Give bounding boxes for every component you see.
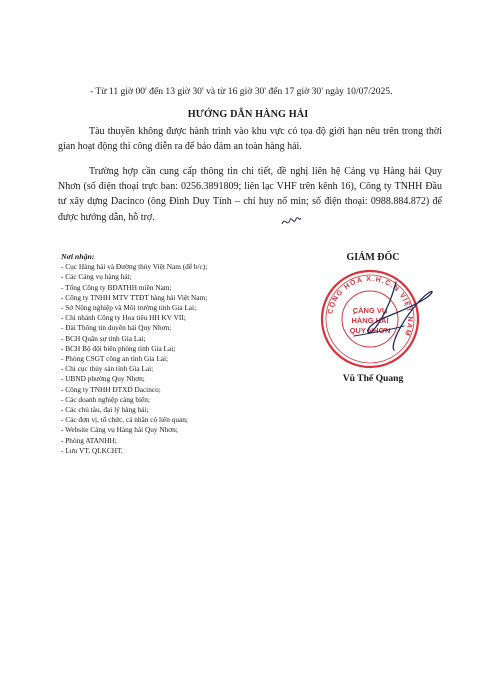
recipient-item: - Cục Hàng hải và Đường thủy Việt Nam (để b/c); bbox=[61, 262, 208, 272]
paragraph-navigation-restriction: Tàu thuyền không được hành trình vào khu vực có tọa độ giới hạn nêu trên trong thời gian hoạt động thi công diễn ra để bảo đảm an toàn hàng hải. bbox=[58, 126, 442, 153]
initial-mark-icon bbox=[280, 212, 302, 230]
paragraph-contact-info: Trường hợp cần cung cấp thông tin chi tiết, đề nghị liên hệ Cảng vụ Hàng hải Quy Nhơn (số điện thoại trực ban: 0256.3891809; liên lạc VHF trên kênh 16), Công ty TNHH Đầu tư xây dựng Dacinco (ông Đinh Duy Tính – chỉ huy nổ mìn; số điện thoại: 0988.884.872) để được hướng dẫn, hỗ trợ. bbox=[58, 166, 442, 223]
seal-ring-text: CỘNG HÒA X.H.C.N VIỆT NAM bbox=[327, 275, 414, 338]
schedule-line: - Từ 11 giờ 00' đến 13 giờ 30' và từ 16 giờ 30' đến 17 giờ 30' ngày 10/07/2025. bbox=[90, 86, 393, 97]
seal-center-line: CẢNG VỤ bbox=[352, 306, 388, 315]
recipient-item: - UBND phường Quy Nhơn; bbox=[61, 374, 145, 384]
seal-center-line: QUY NHƠN bbox=[349, 326, 391, 335]
recipient-item: - Phòng CSGT công an tỉnh Gia Lai; bbox=[61, 354, 169, 364]
section-heading: HƯỚNG DẪN HÀNG HẢI bbox=[187, 109, 309, 120]
recipient-item: - Công ty TNHH ĐTXD Dacinco; bbox=[61, 384, 161, 394]
recipient-item: - BCH Bộ đội biên phòng tỉnh Gia Lai; bbox=[61, 343, 176, 353]
recipient-item: - Các doanh nghiệp cảng biển; bbox=[61, 394, 150, 404]
director-title: GIÁM ĐỐC bbox=[346, 252, 400, 263]
recipient-item: - Website Cảng vụ Hàng hải Quy Nhơn; bbox=[61, 425, 178, 435]
recipient-item: - Lưu VT, QLKCHT. bbox=[61, 445, 123, 455]
recipient-item: - Tổng Công ty BĐATHH miền Nam; bbox=[61, 282, 172, 292]
recipient-item: - Công ty TNHH MTV TTĐT hàng hải Việt Nam; bbox=[61, 292, 208, 302]
signer-name: Vũ Thế Quang bbox=[342, 373, 404, 384]
recipients-block bbox=[61, 252, 311, 456]
recipients-title: Nơi nhận: bbox=[61, 252, 95, 261]
recipient-item: - Phòng ATANHH; bbox=[61, 435, 117, 445]
handwritten-signature-icon bbox=[334, 276, 444, 366]
recipient-item: - Đài Thông tin duyên hải Quy Nhơn; bbox=[61, 323, 172, 333]
recipient-item: - BCH Quân sự tỉnh Gia Lai; bbox=[61, 333, 146, 343]
recipient-item: - Các Cảng vụ hàng hải; bbox=[61, 272, 132, 282]
seal-center-line: HÀNG HẢI bbox=[351, 316, 389, 325]
recipient-item: - Sở Nông nghiệp và Môi trường tỉnh Gia Lai; bbox=[61, 303, 197, 313]
recipient-item: - Chi nhánh Công ty Hoa tiêu HH KV VII; bbox=[61, 313, 186, 323]
recipients-list bbox=[61, 262, 311, 456]
recipient-item: - Chi cục thủy sản tỉnh Gia Lai; bbox=[61, 364, 154, 374]
recipient-item: - Các đơn vị, tổ chức, cá nhân có liên quan; bbox=[61, 415, 188, 425]
recipient-item: - Các chủ tàu, đại lý hàng hải; bbox=[61, 405, 149, 415]
